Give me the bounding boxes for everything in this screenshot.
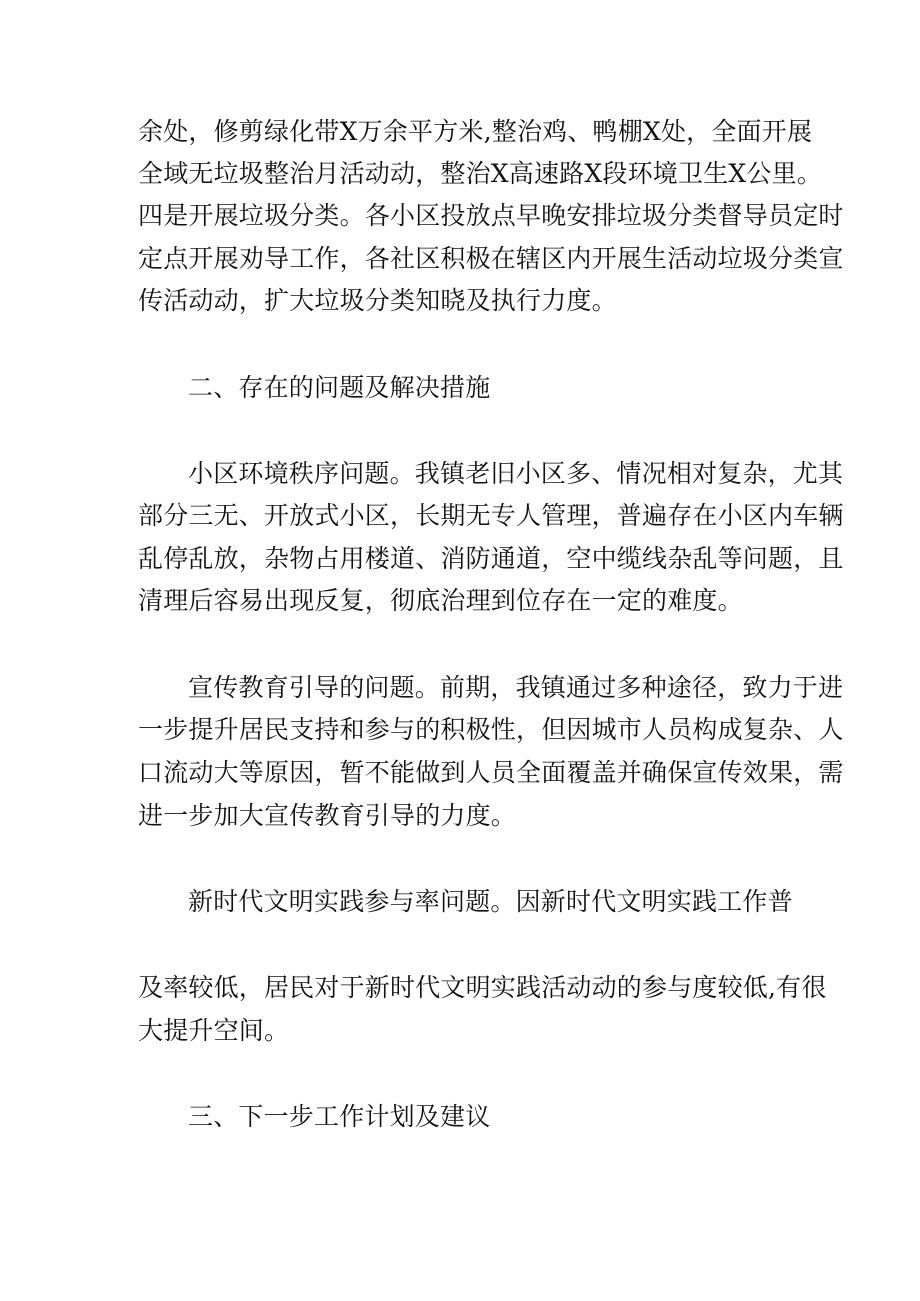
paragraph-line: 全域无垃圾整治月活动动，整治X高速路X段环境卫生X公里。 (138, 159, 822, 188)
paragraph-line: 一步提升居民支持和参与的积极性，但因城市人员构成复杂、人 (138, 715, 844, 744)
paragraph-line: 清理后容易出现反复，彻底治理到位存在一定的难度。 (138, 586, 743, 615)
paragraph-line: 大提升空间。 (138, 1016, 290, 1045)
paragraph-line: 四是开展垃圾分类。各小区投放点早晚安排垃圾分类督导员定时 (138, 201, 844, 230)
paragraph-line: 定点开展劝导工作，各社区积极在辖区内开展生活动垃圾分类宣 (138, 244, 844, 273)
section-heading: 三、下一步工作计划及建议 (188, 1102, 491, 1131)
paragraph-line: 传活动动，扩大垃圾分类知晓及执行力度。 (138, 286, 617, 315)
paragraph-line: 进一步加大宣传教育引导的力度。 (138, 801, 517, 830)
paragraph-line: 小区环境秩序问题。我镇老旧小区多、情况相对复杂，尤其 (188, 459, 844, 488)
paragraph-line: 部分三无、开放式小区，长期无专人管理，普遍存在小区内车辆 (138, 501, 844, 530)
paragraph-line: 新时代文明实践参与率问题。因新时代文明实践工作普 (188, 887, 793, 916)
section-heading: 二、存在的问题及解决措施 (188, 373, 491, 402)
paragraph-line: 余处，修剪绿化带X万余平方米,整治鸡、鸭棚X处，全面开展 (138, 117, 813, 146)
paragraph-line: 乱停乱放，杂物占用楼道、消防通道，空中缆线杂乱等问题，且 (138, 544, 844, 573)
paragraph-line: 宣传教育引导的问题。前期，我镇通过多种途径，致力于进 (188, 673, 844, 702)
paragraph-line: 口流动大等原因，暂不能做到人员全面覆盖并确保宣传效果，需 (138, 758, 844, 787)
paragraph-line: 及率较低，居民对于新时代文明实践活动动的参与度较低,有很 (138, 973, 827, 1002)
